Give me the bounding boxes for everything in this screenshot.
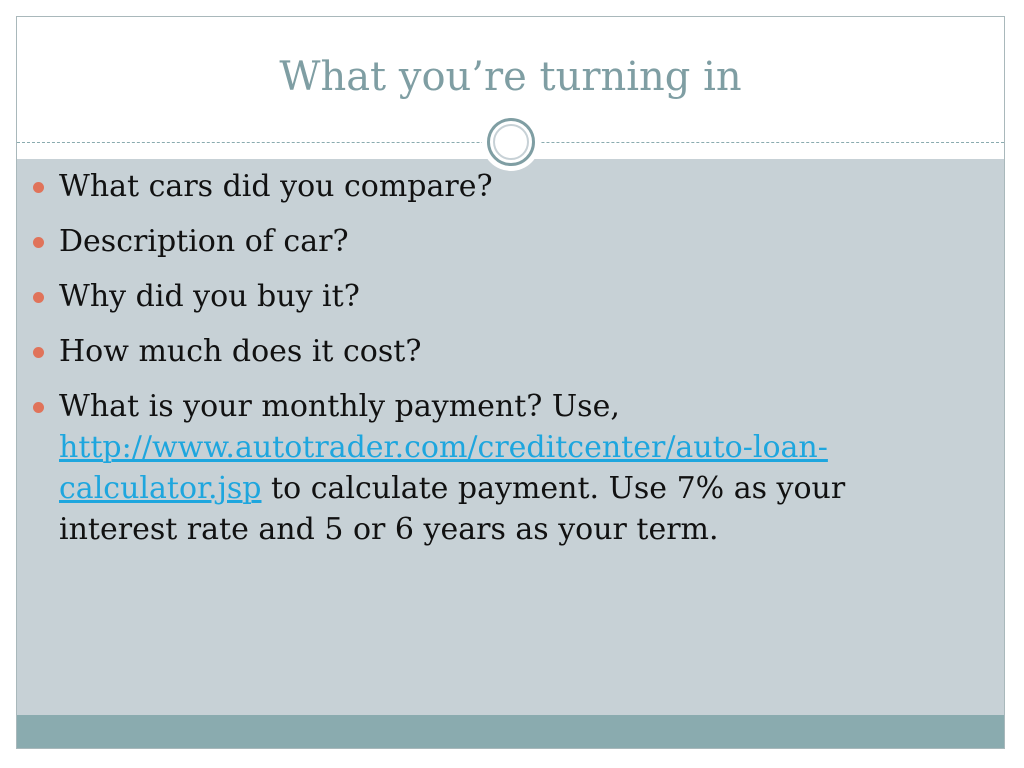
bullet-list xyxy=(30,166,960,564)
list-item xyxy=(30,166,960,207)
bullet-text-after-link: to calculate payment. Use 7% as your interest rate and 5 or 6 years as your term. xyxy=(59,471,846,547)
list-item xyxy=(30,221,960,262)
slide-title: What you’re turning in xyxy=(279,54,742,100)
calculator-link[interactable]: http://www.autotrader.com/creditcenter/auto-loan-calculator.jsp xyxy=(59,430,828,506)
bullet-dot-icon xyxy=(33,292,44,303)
footer-bar xyxy=(17,715,1004,749)
bullet-text: Description of car? xyxy=(59,224,349,259)
bullet-text: Why did you buy it? xyxy=(59,279,360,314)
bullet-dot-icon xyxy=(33,347,44,358)
list-item xyxy=(30,386,960,550)
bullet-text: How much does it cost? xyxy=(59,334,422,369)
bullet-text-before-link: What is your monthly payment? Use, xyxy=(59,389,620,424)
bullet-dot-icon xyxy=(33,402,44,413)
list-item xyxy=(30,276,960,317)
circle-ornament-center xyxy=(493,124,529,160)
bullet-text: What cars did you compare? xyxy=(59,169,493,204)
bullet-dot-icon xyxy=(33,237,44,248)
bullet-dot-icon xyxy=(33,182,44,193)
list-item xyxy=(30,331,960,372)
